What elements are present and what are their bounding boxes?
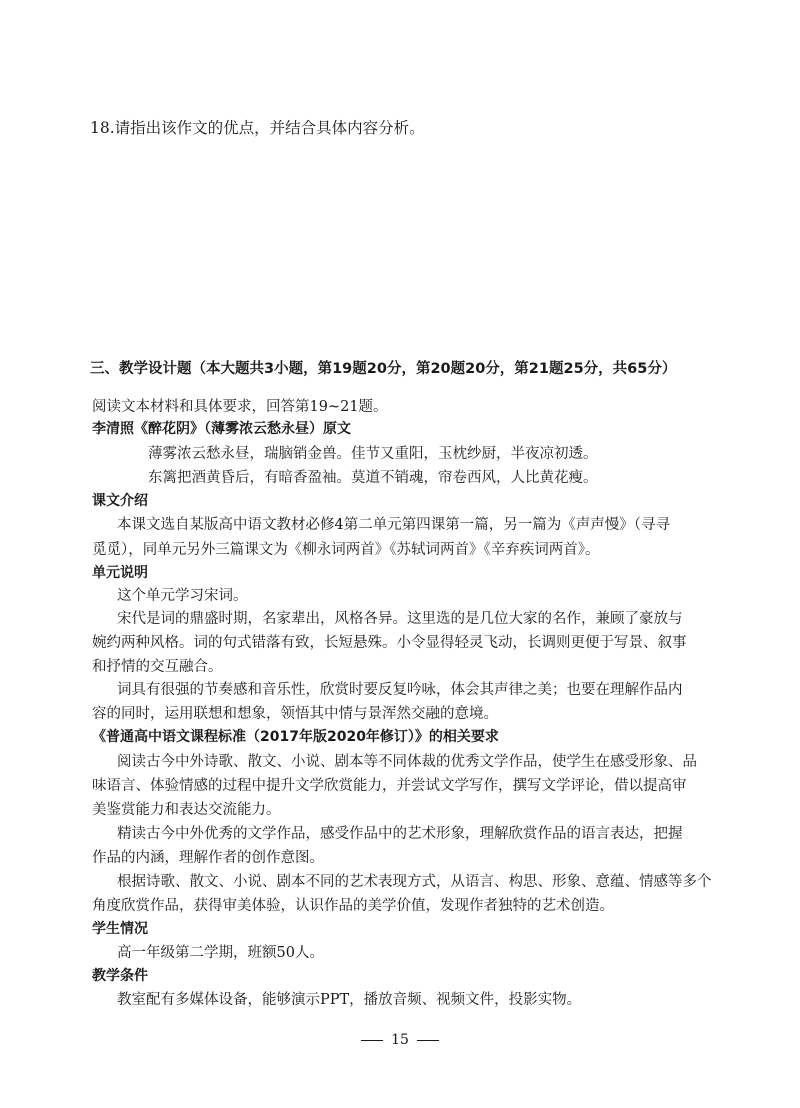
unit-notes-p3-line-2: 容的同时，运用联想和想象，领悟其中情与景浑然交融的意境。 (92, 706, 498, 722)
page-number-value: 15 (391, 1032, 409, 1048)
conditions-title: 教学条件 (92, 968, 148, 984)
unit-notes-p2-line-3: 和抒情的交互融合。 (92, 659, 223, 675)
conditions-text: 教室配有多媒体设备，能够演示PPT，播放音频、视频文件，投影实物。 (117, 992, 582, 1008)
standard-p2-line-2: 作品的内涵，理解作者的创作意图。 (92, 850, 324, 866)
page-number-dash-right (417, 1040, 439, 1041)
standard-title: 《普通高中语文课程标准（2017年版2020年修订）》的相关要求 (92, 729, 499, 745)
lesson-intro-line-1: 本课文选自某版高中语文教材必修4第二单元第四课第一篇，另一篇为《声声慢》（寻寻 (117, 517, 670, 533)
page-number-dash-left (361, 1040, 383, 1041)
standard-p3-line-1: 根据诗歌、散文、小说、剧本不同的艺术表现方式，从语言、构思、形象、意蕴、情感等多个 (117, 874, 712, 890)
unit-notes-p2-line-1: 宋代是词的鼎盛时期，名家辈出，风格各异。这里选的是几位大家的名作，兼顾了豪放与 (117, 611, 683, 627)
lesson-intro-line-2: 觅觅），同单元另外三篇课文为《柳永词两首》《苏轼词两首》《辛弃疾词两首》。 (92, 542, 600, 558)
students-title: 学生情况 (92, 921, 148, 937)
standard-p2-line-1: 精读古今中外优秀的文学作品，感受作品中的艺术形象，理解欣赏作品的语言表达，把握 (117, 826, 683, 842)
unit-notes-title: 单元说明 (92, 565, 148, 581)
students-text: 高一年级第二学期，班额50人。 (117, 945, 324, 961)
standard-p1-line-2: 味语言、体验情感的过程中提升文学欣赏能力，并尝试文学写作，撰写文学评论，借以提高审 (92, 778, 687, 794)
standard-p1-line-1: 阅读古今中外诗歌、散文、小说、剧本等不同体裁的优秀文学作品，使学生在感受形象、品 (117, 754, 697, 770)
unit-notes-p3-line-1: 词具有很强的节奏感和音乐性，欣赏时要反复吟咏，体会其声律之美；也要在理解作品内 (117, 682, 683, 698)
section-intro: 阅读文本材料和具体要求，回答第19~21题。 (92, 399, 388, 415)
page-number (0, 1030, 800, 1050)
standard-p1-line-3: 美鉴赏能力和表达交流能力。 (92, 802, 281, 818)
poem-title: 李清照《醉花阴》（薄雾浓云愁永昼）原文 (92, 421, 351, 437)
unit-notes-p2-line-2: 婉约两种风格。词的句式错落有致，长短悬殊。小令显得轻灵飞动，长调则更便于写景、叙事 (92, 635, 687, 651)
question-18: 18.请指出该作文的优点，并结合具体内容分析。 (90, 119, 425, 137)
poem-line-1: 薄雾浓云愁永昼，瑞脑销金兽。佳节又重阳，玉枕纱厨，半夜凉初透。 (148, 446, 598, 462)
section-three-heading: 三、教学设计题（本大题共3小题，第19题20分，第20题20分，第21题25分，共65分） (90, 361, 677, 377)
poem-line-2: 东篱把酒黄昏后，有暗香盈袖。莫道不销魂，帘卷西风，人比黄花瘦。 (148, 470, 598, 486)
lesson-intro-title: 课文介绍 (92, 493, 148, 509)
unit-notes-p1: 这个单元学习宋词。 (117, 588, 248, 604)
standard-p3-line-2: 角度欣赏作品，获得审美体验，认识作品的美学价值，发现作者独特的艺术创造。 (92, 898, 614, 914)
